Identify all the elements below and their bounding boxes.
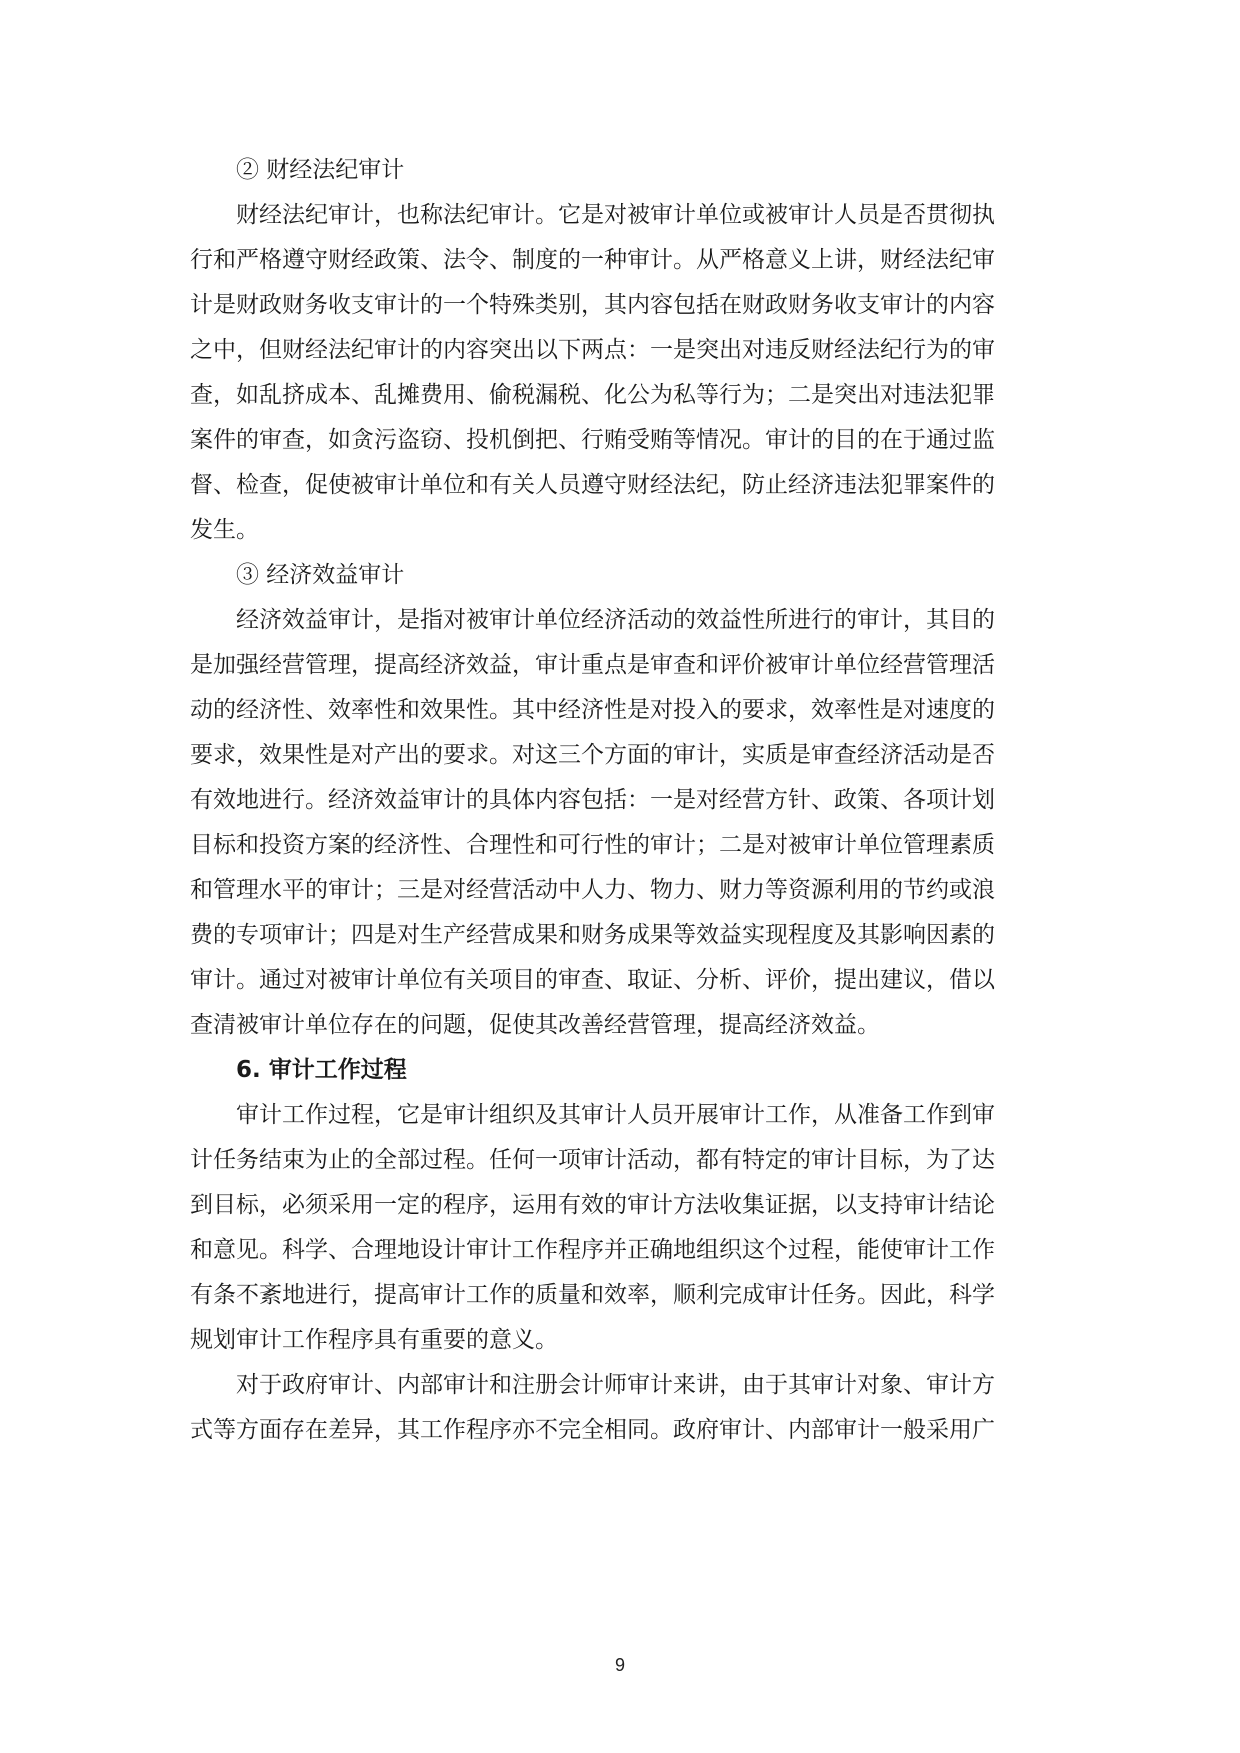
paragraph-line: 计任务结束为止的全部过程。任何一项审计活动，都有特定的审计目标，为了达 — [190, 1147, 995, 1173]
paragraph-line: 计是财政财务收支审计的一个特殊类别，其内容包括在财政财务收支审计的内容 — [190, 292, 995, 318]
paragraph-line: 有效地进行。经济效益审计的具体内容包括：一是对经营方针、政策、各项计划 — [190, 787, 995, 813]
paragraph-line: 是加强经营管理，提高经济效益，审计重点是审查和评价被审计单位经营管理活 — [190, 652, 995, 678]
paragraph-line: 财经法纪审计，也称法纪审计。它是对被审计单位或被审计人员是否贯彻执 — [236, 202, 995, 228]
paragraph-line: 督、检查，促使被审计单位和有关人员遵守财经法纪，防止经济违法犯罪案件的 — [190, 472, 995, 498]
page-number: 9 — [614, 1655, 625, 1675]
paragraph-line: 行和严格遵守财经政策、法令、制度的一种审计。从严格意义上讲，财经法纪审 — [190, 247, 995, 273]
paragraph-line: 到目标，必须采用一定的程序，运用有效的审计方法收集证据，以支持审计结论 — [190, 1192, 995, 1218]
paragraph-line: 目标和投资方案的经济性、合理性和可行性的审计；二是对被审计单位管理素质 — [190, 832, 995, 858]
section-heading-audit-process: 6. 审计工作过程 — [236, 1057, 407, 1083]
subsection-heading-economic-benefit-audit: ③ 经济效益审计 — [236, 562, 405, 588]
paragraph-line: 式等方面存在差异，其工作程序亦不完全相同。政府审计、内部审计一般采用广 — [190, 1417, 995, 1443]
paragraph-line: 案件的审查，如贪污盗窃、投机倒把、行贿受贿等情况。审计的目的在于通过监 — [190, 427, 995, 453]
paragraph-line: 查清被审计单位存在的问题，促使其改善经营管理，提高经济效益。 — [190, 1012, 880, 1038]
paragraph-line: 经济效益审计，是指对被审计单位经济活动的效益性所进行的审计，其目的 — [236, 607, 995, 633]
paragraph-line: 动的经济性、效率性和效果性。其中经济性是对投入的要求，效率性是对速度的 — [190, 697, 995, 723]
subsection-heading-fiscal-law-audit: ② 财经法纪审计 — [236, 157, 405, 183]
paragraph-line: 对于政府审计、内部审计和注册会计师审计来讲，由于其审计对象、审计方 — [236, 1372, 995, 1398]
paragraph-line: 费的专项审计；四是对生产经营成果和财务成果等效益实现程度及其影响因素的 — [190, 922, 995, 948]
paragraph-line: 和意见。科学、合理地设计审计工作程序并正确地组织这个过程，能使审计工作 — [190, 1237, 995, 1263]
paragraph-line: 查，如乱挤成本、乱摊费用、偷税漏税、化公为私等行为；二是突出对违法犯罪 — [190, 382, 995, 408]
paragraph-line: 之中，但财经法纪审计的内容突出以下两点：一是突出对违反财经法纪行为的审 — [190, 337, 995, 363]
paragraph-line: 和管理水平的审计；三是对经营活动中人力、物力、财力等资源利用的节约或浪 — [190, 877, 995, 903]
paragraph-line: 发生。 — [190, 517, 259, 543]
paragraph-line: 审计工作过程，它是审计组织及其审计人员开展审计工作，从准备工作到审 — [236, 1102, 995, 1128]
paragraph-line: 要求，效果性是对产出的要求。对这三个方面的审计，实质是审查经济活动是否 — [190, 742, 995, 768]
paragraph-line: 规划审计工作程序具有重要的意义。 — [190, 1327, 558, 1353]
paragraph-line: 有条不紊地进行，提高审计工作的质量和效率，顺利完成审计任务。因此，科学 — [190, 1282, 995, 1308]
paragraph-line: 审计。通过对被审计单位有关项目的审查、取证、分析、评价，提出建议，借以 — [190, 967, 995, 993]
